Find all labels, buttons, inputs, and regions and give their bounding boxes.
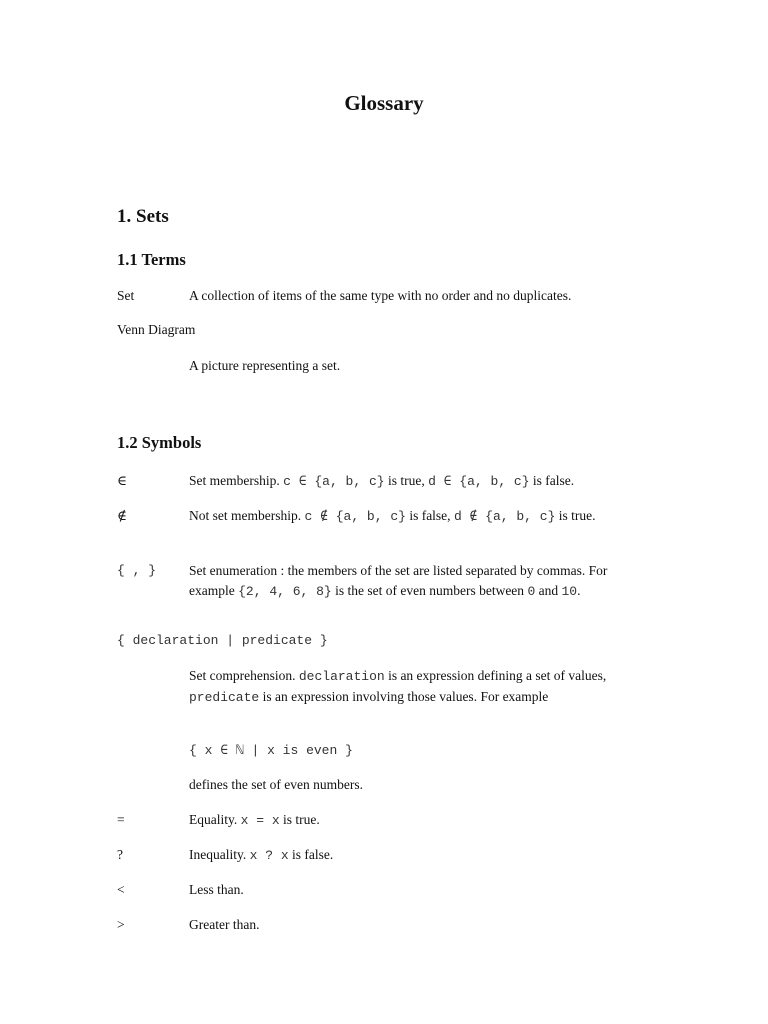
definition-equality: Equality. x = x is true.: [189, 812, 320, 828]
code-example: 0: [527, 584, 536, 599]
symbol-inequality: ?: [117, 847, 123, 862]
symbol-enumeration: { , }: [117, 563, 157, 578]
code-example: d ∈ {a, b, c}: [428, 474, 530, 489]
definition-less-than: Less than.: [189, 882, 244, 897]
comprehension-example: { x ∈ ℕ | x is even }: [189, 743, 353, 758]
term-venn-diagram: Venn Diagram: [117, 322, 196, 337]
code-example: {2, 4, 6, 8}: [238, 584, 332, 599]
subsection-heading-symbols: 1.2 Symbols: [117, 433, 202, 452]
symbol-membership: ∈: [117, 473, 127, 488]
definition-greater-than: Greater than.: [189, 917, 260, 932]
code-example: c ∉ {a, b, c}: [304, 509, 406, 524]
definition-venn-diagram: A picture representing a set.: [189, 358, 341, 373]
code-example: d ∉ {a, b, c}: [453, 509, 556, 524]
symbol-greater-than: >: [117, 917, 125, 932]
symbol-not-membership: ∉: [117, 508, 127, 523]
page-title: Glossary: [344, 91, 424, 115]
code-example: x = x: [240, 813, 280, 828]
definition-membership: Set membership. c ∈ {a, b, c} is true, d ∈ {a, b, c} is false.: [189, 473, 575, 489]
definition-inequality: Inequality. x ? x is false.: [189, 847, 334, 863]
code-example: c ∈ {a, b, c}: [283, 474, 385, 489]
definition-set: A collection of items of the same type with no order and no duplicates.: [189, 288, 572, 303]
definition-comprehension: Set comprehension. declaration is an expression defining a set of values, predicate is an expression involving those values. For example: [189, 668, 607, 705]
subsection-heading-terms: 1.1 Terms: [117, 250, 186, 269]
code-example: predicate: [189, 690, 260, 705]
symbol-comprehension: { declaration | predicate }: [117, 633, 328, 648]
code-example: declaration: [298, 669, 385, 684]
definition-enumeration: Set enumeration : the members of the set are listed separated by commas. For example {2, 4, 6, 8} is the set of even numbers between 0 and 10.: [189, 563, 608, 599]
term-set: Set: [117, 288, 135, 303]
section-heading-sets: 1. Sets: [117, 206, 169, 227]
comprehension-example-note: defines the set of even numbers.: [189, 777, 363, 792]
symbol-equality: =: [117, 812, 125, 827]
definition-not-membership: Not set membership. c ∉ {a, b, c} is false, d ∉ {a, b, c} is true.: [189, 508, 596, 524]
symbol-less-than: <: [117, 882, 125, 897]
code-example: x ? x: [249, 848, 289, 863]
code-example: 10: [561, 584, 578, 599]
